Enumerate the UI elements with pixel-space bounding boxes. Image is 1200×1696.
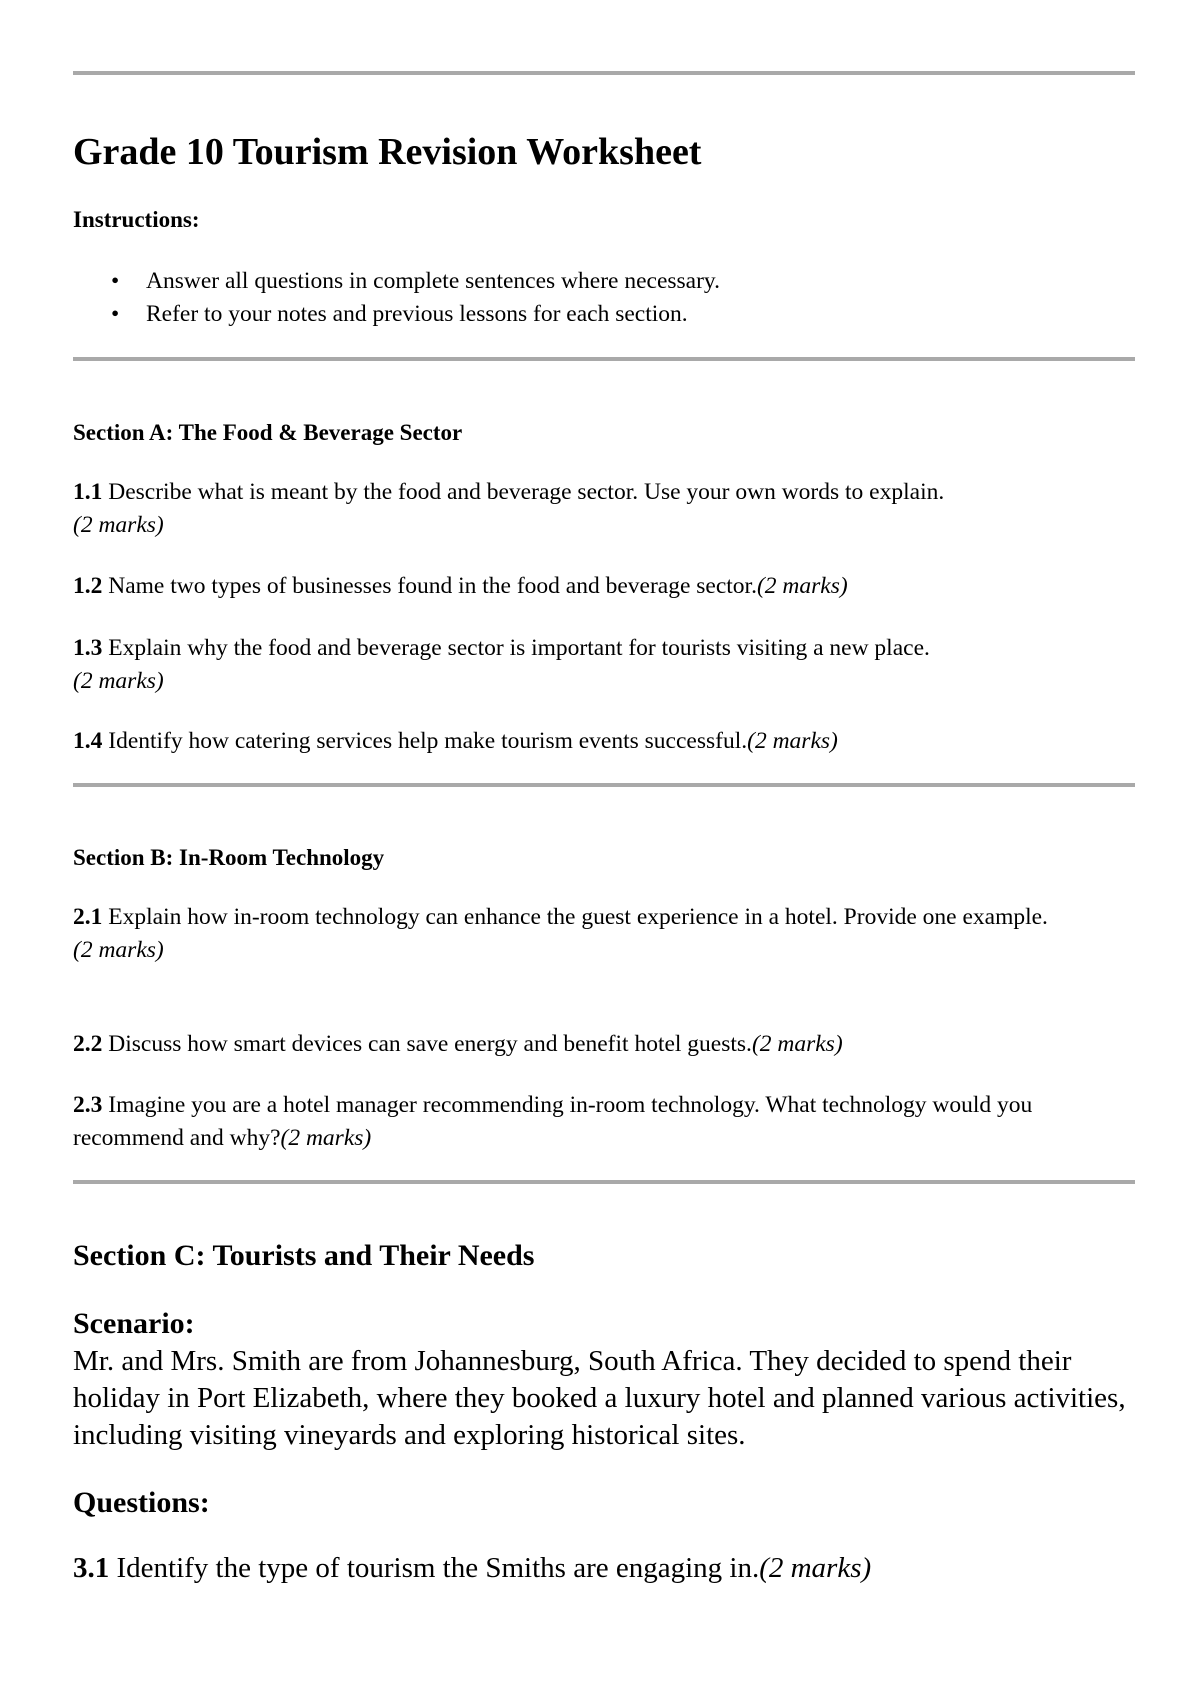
instruction-text: Refer to your notes and previous lessons for each section. — [146, 301, 688, 327]
list-item — [73, 265, 1135, 298]
list-item — [73, 298, 1135, 331]
question-text: Imagine you are a hotel manager recommending in-room technology. What technology would you recommend and why? — [73, 1092, 1033, 1151]
bullet-icon: • — [111, 301, 120, 327]
question-marks: (2 marks) — [747, 728, 838, 754]
page-title: Grade 10 Tourism Revision Worksheet — [73, 131, 702, 173]
question-marks: (2 marks) — [73, 937, 164, 963]
bullet-icon: • — [111, 268, 120, 294]
question-number: 2.1 — [73, 904, 103, 930]
question-marks: (2 marks) — [759, 1552, 872, 1584]
question-number: 1.1 — [73, 479, 103, 505]
question-number: 2.3 — [73, 1092, 103, 1118]
question-text: Identify how catering services help make tourism events successful. — [102, 728, 748, 754]
scenario-label: Scenario: — [73, 1307, 195, 1340]
section-c-heading: Section C: Tourists and Their Needs — [73, 1239, 535, 1272]
question-number: 1.4 — [73, 728, 103, 754]
section-a-heading: Section A: The Food & Beverage Sector — [73, 420, 463, 445]
top-divider — [73, 71, 1135, 75]
question-3-1 — [73, 1550, 1135, 1587]
question-1-1 — [73, 476, 1135, 542]
question-text: Identify the type of tourism the Smiths are engaging in. — [109, 1552, 760, 1584]
question-text: Describe what is meant by the food and beverage sector. Use your own words to explain. — [102, 479, 945, 505]
question-2-1 — [73, 901, 1135, 967]
instructions-list — [73, 265, 1135, 331]
question-marks: (2 marks) — [280, 1125, 372, 1151]
section-b-heading: Section B: In-Room Technology — [73, 845, 385, 870]
instruction-text: Answer all questions in complete sentences where necessary. — [146, 268, 721, 294]
question-1-4 — [73, 725, 1135, 758]
question-number: 1.2 — [73, 573, 103, 599]
question-2-2 — [73, 1028, 1135, 1061]
questions-label: Questions: — [73, 1486, 210, 1519]
question-2-3 — [73, 1089, 1135, 1155]
question-marks: (2 marks) — [73, 512, 164, 538]
question-number: 1.3 — [73, 635, 103, 661]
question-number: 2.2 — [73, 1031, 103, 1057]
question-1-3 — [73, 632, 1135, 698]
question-marks: (2 marks) — [73, 668, 164, 694]
question-marks: (2 marks) — [756, 573, 848, 599]
question-text: Explain why the food and beverage sector is important for tourists visiting a new place. — [102, 635, 930, 661]
scenario-text: Mr. and Mrs. Smith are from Johannesburg, South Africa. They decided to spend their holiday in Port Elizabeth, where they booked a luxury hotel and planned various activities, including visiting vineyards and exploring historical sites. — [73, 1345, 1126, 1451]
question-text: Explain how in-room technology can enhance the guest experience in a hotel. Provide one example. — [102, 904, 1048, 930]
question-text: Name two types of businesses found in the food and beverage sector. — [102, 573, 757, 599]
section-divider — [73, 783, 1135, 787]
section-divider — [73, 357, 1135, 361]
question-marks: (2 marks) — [751, 1031, 843, 1057]
question-1-2 — [73, 570, 1135, 603]
instructions-label: Instructions: — [73, 207, 200, 232]
section-divider — [73, 1180, 1135, 1184]
question-number: 3.1 — [73, 1552, 110, 1584]
question-text: Discuss how smart devices can save energy and benefit hotel guests. — [102, 1031, 752, 1057]
